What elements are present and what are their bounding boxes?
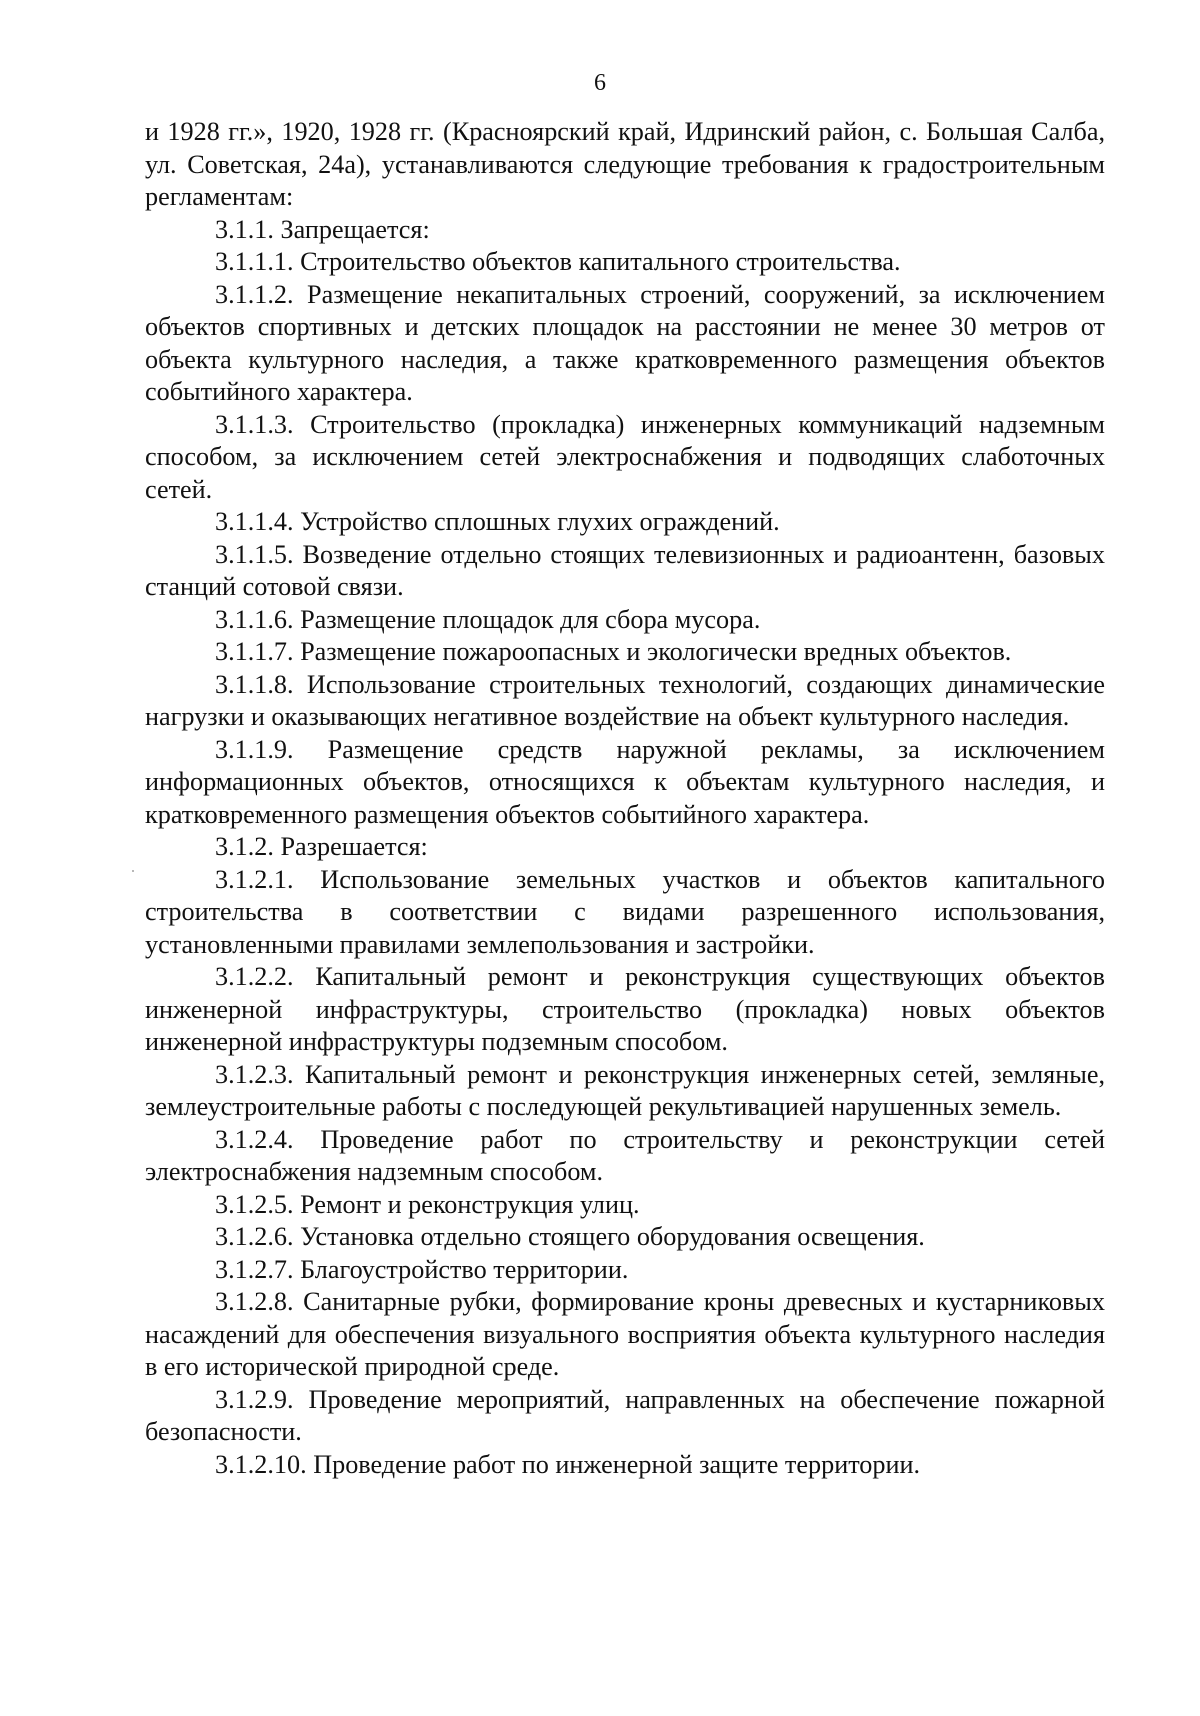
clause-3-1-2-7: 3.1.2.7. Благоустройство территории. [215, 1254, 629, 1284]
clause-3-1-2-10: 3.1.2.10. Проведение работ по инженерной защите территории. [215, 1449, 921, 1479]
clause-3-1-2-8: 3.1.2.8. Санитарные рубки, формирование кроны древесных и кустарниковых насаждений для обеспечения визуального восприятия объекта культурного наследия в его исторической природной среде. [145, 1287, 1105, 1381]
page-number: 6 [594, 70, 606, 96]
document-body [145, 116, 1105, 1481]
intro-paragraph: и 1928 гг.», 1920, 1928 гг. (Красноярский край, Идринский район, с. Большая Салба, ул. Советская, 24а), устанавливаются следующие требования к градостроительным регламентам: [145, 117, 1105, 211]
clause-3-1-2-2: 3.1.2.2. Капитальный ремонт и реконструкция существующих объектов инженерной инфраструктуры, строительство (прокладка) новых объектов инженерной инфраструктуры подземным способом. [145, 962, 1105, 1056]
section-3-1-1-heading: 3.1.1. Запрещается: [215, 214, 430, 244]
clause-3-1-2-9: 3.1.2.9. Проведение мероприятий, направленных на обеспечение пожарной безопасности. [145, 1384, 1105, 1446]
clause-3-1-1-3: 3.1.1.3. Строительство (прокладка) инженерных коммуникаций надземным способом, за исключением сетей электроснабжения и подводящих слаботочных сетей. [145, 409, 1105, 504]
clause-3-1-1-9: 3.1.1.9. Размещение средств наружной рекламы, за исключением информационных объектов, относящихся к объектам культурного наследия, и кратковременного размещения объектов событийного характера. [145, 734, 1105, 829]
clause-3-1-1-2: 3.1.1.2. Размещение некапитальных строений, сооружений, за исключением объектов спортивных и детских площадок на расстоянии не менее 30 метров от объекта культурного наследия, а также кратковременного размещения объектов событийного характера. [145, 279, 1105, 406]
clause-3-1-1-6: 3.1.1.6. Размещение площадок для сбора мусора. [215, 604, 761, 634]
clause-3-1-1-5: 3.1.1.5. Возведение отдельно стоящих телевизионных и радиоантенн, базовых станций сотовой связи. [145, 539, 1105, 601]
clause-3-1-1-7: 3.1.1.7. Размещение пожароопасных и экологически вредных объектов. [215, 637, 1012, 666]
clause-3-1-2-5: 3.1.2.5. Ремонт и реконструкция улиц. [215, 1189, 640, 1219]
clause-3-1-1-4: 3.1.1.4. Устройство сплошных глухих ограждений. [215, 507, 780, 536]
clause-3-1-1-1: 3.1.1.1. Строительство объектов капитального строительства. [215, 247, 901, 276]
clause-3-1-2-4: 3.1.2.4. Проведение работ по строительству и реконструкции сетей электроснабжения надземным способом. [145, 1124, 1105, 1186]
section-3-1-2-heading: 3.1.2. Разрешается: [215, 832, 428, 861]
clause-3-1-2-1: 3.1.2.1. Использование земельных участков и объектов капитального строительства в соответствии с видами разрешенного использования, установленными правилами землепользования и застройки. [145, 864, 1105, 959]
scan-artifact [132, 870, 134, 872]
clause-3-1-1-8: 3.1.1.8. Использование строительных технологий, создающих динамические нагрузки и оказывающих негативное воздействие на объект культурного наследия. [145, 669, 1105, 731]
clause-3-1-2-3: 3.1.2.3. Капитальный ремонт и реконструкция инженерных сетей, земляные, землеустроительные работы с последующей рекультивацией нарушенных земель. [145, 1059, 1105, 1121]
clause-3-1-2-6: 3.1.2.6. Установка отдельно стоящего оборудования освещения. [215, 1222, 925, 1251]
